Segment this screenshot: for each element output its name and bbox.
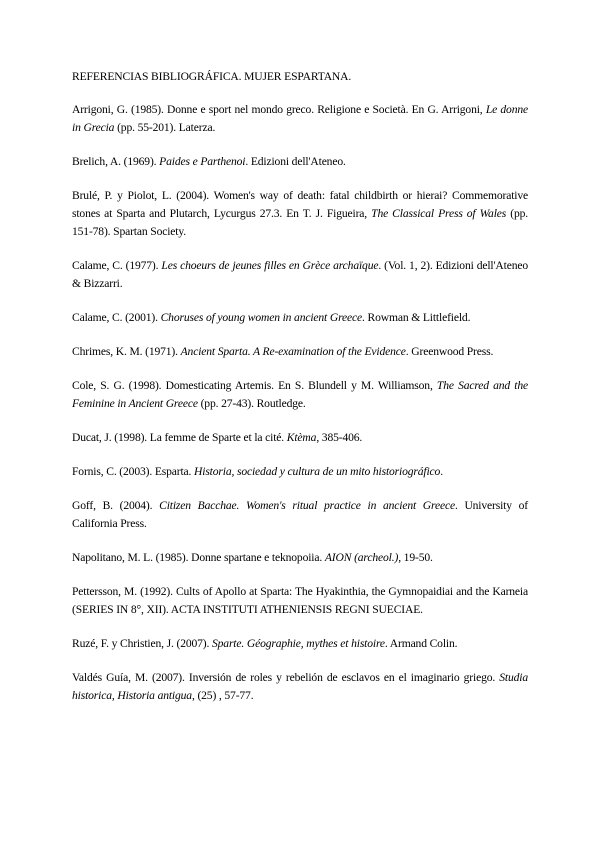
reference-text: , 385-406.: [316, 431, 363, 444]
reference-text: Calame, C. (2001).: [72, 311, 161, 324]
reference-italic-text: Choruses of young women in ancient Greece: [160, 311, 363, 324]
reference-text: . Armand Colin.: [384, 637, 458, 650]
reference-italic-text: The Classical Press of Wales: [371, 207, 507, 220]
reference-text: Napolitano, M. L. (1985). Donne spartane e teknopoiia.: [72, 551, 325, 564]
reference-text: , 19-50.: [398, 551, 433, 564]
reference-italic-text: Historia, sociedad y cultura de un mito historiográfico: [194, 465, 441, 478]
reference-text: Ducat, J. (1998). La femme de Sparte et la cité.: [72, 431, 287, 444]
reference-italic-text: Citizen Bacchae. Women's ritual practice in ancient Greece: [159, 499, 455, 512]
reference-entry: [72, 429, 528, 447]
reference-entry: [72, 343, 528, 361]
reference-text: . Edizioni dell'Ateneo.: [245, 155, 346, 168]
reference-entry: [72, 635, 528, 653]
reference-text: . University of California Press.: [72, 499, 528, 530]
reference-entry: [72, 101, 528, 137]
reference-italic-text: Les choeurs de jeunes filles en Grèce archaïque: [161, 259, 379, 272]
reference-italic-text: The Sacred and the Feminine in Ancient Greece: [72, 379, 528, 410]
reference-text: . Greenwood Press.: [405, 345, 494, 358]
reference-text: Pettersson, M. (1992). Cults of Apollo at Sparta: The Hyakinthia, the Gymnopaidiai and the Karneia (SERIES IN 8°, XII). ACTA INSTITUTI ATHENIENSIS REGNI SUECIAE.: [72, 585, 528, 616]
reference-text: Calame, C. (1977).: [72, 259, 162, 272]
reference-italic-text: AION (archeol.): [324, 551, 399, 564]
reference-entry: [72, 583, 528, 619]
reference-text: Goff, B. (2004).: [72, 499, 160, 512]
reference-text: Chrimes, K. M. (1971).: [72, 345, 181, 358]
reference-text: (pp. 151-78). Spartan Society.: [72, 207, 528, 238]
reference-text: (pp. 55-201). Laterza.: [114, 121, 216, 134]
document-title: REFERENCIAS BIBLIOGRÁFICA. MUJER ESPARTANA.: [72, 70, 352, 83]
reference-text: . Rowman & Littlefield.: [362, 311, 471, 324]
reference-italic-text: Paides e Parthenoi: [159, 155, 246, 168]
reference-entry: [72, 549, 528, 567]
reference-list: [72, 101, 528, 705]
reference-entry: [72, 309, 528, 327]
reference-text: , (25) , 57-77.: [191, 689, 254, 702]
reference-text: Brulé, P. y Piolot, L. (2004). Women's way of death: fatal childbirth or hierai? Commemorative stones at Sparta and Plutarch, Lycurgus 27.3. En T. J. Figueira,: [72, 189, 528, 220]
reference-italic-text: Ancient Sparta. A Re-examination of the Evidence: [180, 345, 406, 358]
reference-entry: [72, 377, 528, 413]
reference-entry: [72, 153, 528, 171]
reference-text: .: [440, 465, 443, 478]
reference-text: Cole, S. G. (1998). Domesticating Artemis. En S. Blundell y M. Williamson,: [72, 379, 437, 392]
reference-italic-text: Sparte. Géographie, mythes et histoire: [212, 637, 385, 650]
reference-text: (pp. 27-43). Routledge.: [197, 397, 306, 410]
reference-italic-text: Ktèma: [286, 431, 317, 444]
reference-entry: [72, 463, 528, 481]
reference-italic-text: Studia historica, Historia antigua: [72, 671, 528, 702]
reference-text: . (Vol. 1, 2). Edizioni dell'Ateneo & Bizzarri.: [72, 259, 528, 290]
reference-text: Brelich, A. (1969).: [72, 155, 160, 168]
reference-entry: [72, 257, 528, 293]
reference-text: Fornis, C. (2003). Esparta.: [72, 465, 195, 478]
reference-entry: [72, 497, 528, 533]
reference-text: Ruzé, F. y Christien, J. (2007).: [72, 637, 212, 650]
reference-entry: [72, 187, 528, 241]
reference-italic-text: Le donne in Grecia: [72, 103, 528, 134]
reference-text: Valdés Guía, M. (2007). Inversión de roles y rebelión de esclavos en el imaginario griego.: [72, 671, 500, 684]
reference-entry: [72, 669, 528, 705]
reference-text: Arrigoni, G. (1985). Donne e sport nel mondo greco. Religione e Società. En G. Arrigoni,: [72, 103, 486, 116]
document-page: [72, 68, 528, 721]
